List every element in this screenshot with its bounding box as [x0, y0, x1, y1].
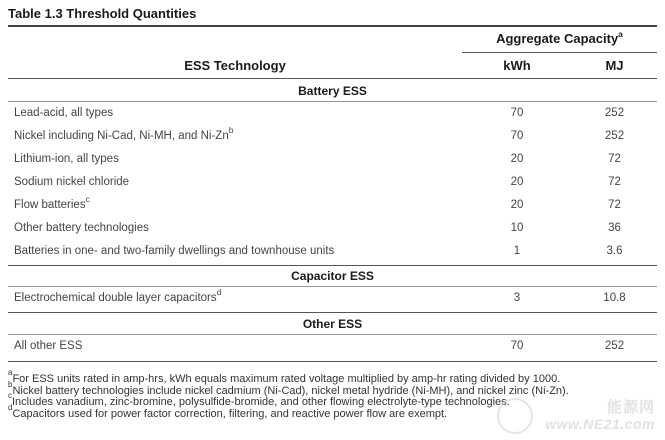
footnote-marker: b [8, 379, 13, 389]
aggregate-underline [462, 52, 657, 53]
table-row [8, 222, 657, 242]
technology-cell: Other battery technologies [14, 222, 149, 234]
battery-section-rule [8, 101, 657, 102]
footnote-marker: a [618, 28, 623, 39]
footnote-text: Capacitors used for power factor correction, filtering, and reactive power flow are exempt. [12, 407, 448, 420]
aggregate-capacity-label: Aggregate Capacity [496, 31, 619, 46]
table-row [8, 176, 657, 196]
footnote-marker: c [85, 194, 90, 205]
footnote-text: Nickel battery technologies include nickel cadmium (Ni-Cad), nickel metal hydride (Ni-MH), and nickel zinc (Ni-Zn). [12, 384, 569, 397]
other-top-rule [8, 312, 657, 313]
table-row [8, 125, 657, 150]
table-row [8, 153, 657, 173]
footnote-marker: a [8, 368, 13, 378]
kwh-header: kWh [503, 58, 531, 73]
technology-cell: Nickel including Ni-Cad, Ni-MH, and Ni-Zn$^b$ [14, 125, 234, 142]
technology-cell: Lithium-ion, all types [14, 153, 119, 165]
technology-cell: All other ESS [14, 340, 83, 352]
watermark-text: 能源网 [606, 399, 655, 416]
section-battery-ess: Battery ESS [298, 84, 367, 98]
watermark-logo-icon [497, 398, 533, 434]
technology-cell: Lead-acid, all types [14, 107, 114, 119]
mj-cell: 72 [608, 153, 621, 165]
technology-cell: Flow batteries$^c$ [14, 194, 90, 211]
capacitor-section-rule [8, 286, 657, 287]
table-row [8, 287, 657, 312]
technology-cell: Batteries in one- and two-family dwellings and townhouse units [14, 245, 335, 257]
kwh-cell: 20 [510, 153, 524, 165]
footnote-marker: c [8, 391, 12, 401]
capacitor-top-rule [8, 265, 657, 266]
table-title: Table 1.3 Threshold Quantities [8, 6, 197, 21]
footnote-text: For ESS units rated in amp-hrs, kWh equals maximum rated voltage multiplied by amp-hr rating divided by 1000. [12, 373, 561, 385]
section-capacitor-ess: Capacitor ESS [291, 269, 374, 283]
watermark-url: www.NE21.com [545, 416, 655, 432]
table-row [8, 340, 657, 360]
ess-technology-header: ESS Technology [184, 58, 286, 73]
bottom-rule [8, 361, 657, 362]
footnote-text: Includes vanadium, zinc-bromine, polysulfide-bromide, and other flowing electrolyte-type technologies. [12, 396, 510, 408]
section-other-ess: Other ESS [302, 317, 363, 331]
footnote-marker: d [8, 402, 13, 412]
mj-cell: 72 [608, 199, 621, 211]
kwh-cell: 10 [510, 222, 524, 234]
mj-cell: 3.6 [606, 245, 623, 257]
kwh-cell: 20 [510, 176, 524, 188]
technology-cell: Sodium nickel chloride [14, 176, 130, 188]
mj-cell: 252 [604, 107, 625, 119]
mj-header: MJ [605, 58, 624, 73]
table-row [8, 245, 657, 265]
mj-cell: 10.8 [603, 292, 626, 304]
kwh-cell: 70 [510, 340, 524, 352]
top-rule [8, 25, 657, 27]
kwh-cell: 1 [513, 245, 521, 257]
footnote-marker: d [216, 287, 222, 298]
mj-cell: 36 [608, 222, 621, 234]
aggregate-capacity-header [462, 28, 657, 46]
header-rule [8, 78, 657, 79]
kwh-cell: 3 [513, 292, 521, 304]
mj-cell: 72 [608, 176, 621, 188]
technology-cell: Electrochemical double layer capacitors$^d$ [14, 287, 222, 304]
mj-cell: 252 [604, 340, 625, 352]
table-row [8, 107, 657, 127]
mj-cell: 252 [604, 130, 625, 142]
table-row [8, 194, 657, 219]
other-section-rule [8, 334, 657, 335]
kwh-cell: 70 [510, 107, 524, 119]
kwh-cell: 70 [510, 130, 524, 142]
kwh-cell: 20 [510, 199, 524, 211]
footnote-marker: b [228, 125, 234, 136]
watermark [491, 396, 661, 434]
